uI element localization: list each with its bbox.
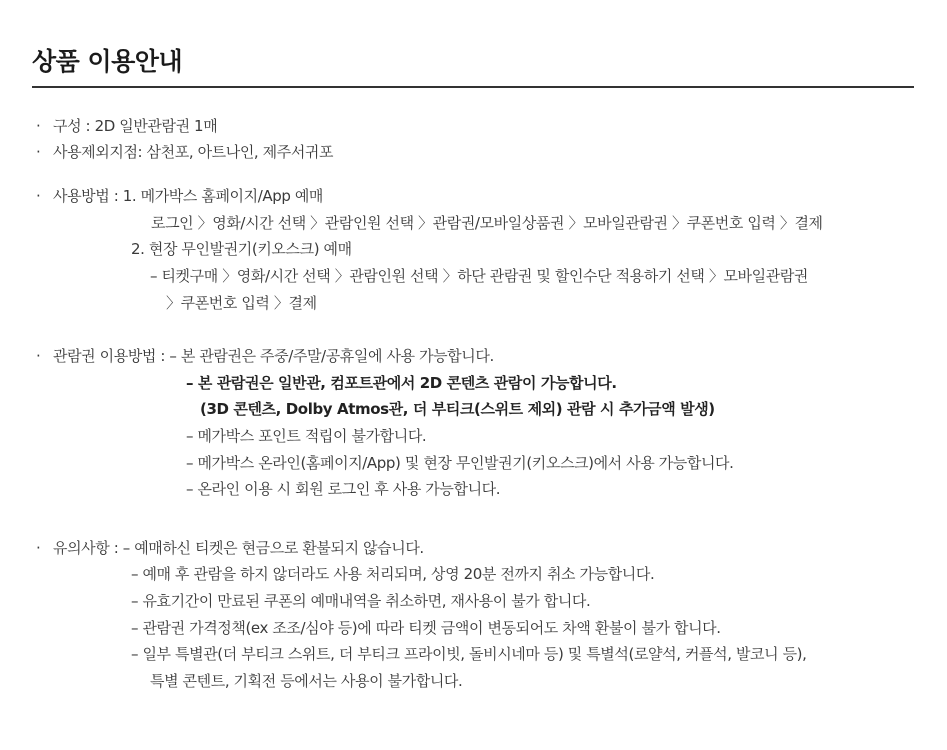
usage-line-2: 로그인 〉영화/시간 선택 〉관람인원 선택 〉관람권/모바일상품권 〉모바일관람권 〉쿠폰번호 입력 〉결제 [151, 214, 823, 232]
ticket-usage-line-4: – 메가박스 포인트 적립이 불가합니다. [186, 427, 427, 445]
bullet-composition: · [36, 117, 41, 135]
bullet-excluded: · [36, 143, 41, 161]
bullet-usage: · [36, 187, 41, 205]
notes-line-3: – 유효기간이 만료된 쿠폰의 예매내역을 취소하면, 재사용이 불가 합니다. [131, 592, 591, 610]
notes-line-1: 유의사항 : – 예매하신 티켓은 현금으로 환불되지 않습니다. [53, 539, 424, 557]
notes-line-4: – 관람권 가격정책(ex 조조/심야 등)에 따라 티켓 금액이 변동되어도 차액 환불이 불가 합니다. [131, 619, 721, 637]
usage-line-4: – 티켓구매 〉영화/시간 선택 〉관람인원 선택 〉하단 관람권 및 할인수단 적용하기 선택 〉모바일관람권 [150, 267, 808, 285]
usage-line-5: 〉쿠폰번호 입력 〉결제 [166, 294, 317, 312]
ticket-usage-line-2: – 본 관람권은 일반관, 컴포트관에서 2D 콘텐츠 관람이 가능합니다. [186, 374, 617, 392]
ticket-usage-line-6: – 온라인 이용 시 회원 로그인 후 사용 가능합니다. [186, 480, 501, 498]
title-divider [32, 86, 914, 88]
excluded-branches-text: 사용제외지점: 삼천포, 아트나인, 제주서귀포 [53, 143, 334, 161]
ticket-usage-line-3: (3D 콘텐츠, Dolby Atmos관, 더 부티크(스위트 제외) 관람 시 추가금액 발생) [200, 400, 715, 418]
notes-line-6: 특별 콘텐트, 기획전 등에서는 사용이 불가합니다. [150, 672, 463, 690]
bullet-ticket-usage: · [36, 347, 41, 365]
ticket-usage-line-5: – 메가박스 온라인(홈페이지/App) 및 현장 무인발권기(키오스크)에서 사용 가능합니다. [186, 454, 734, 472]
usage-line-3: 2. 현장 무인발권기(키오스크) 예매 [131, 240, 352, 258]
ticket-usage-line-1: 관람권 이용방법 : – 본 관람권은 주중/주말/공휴일에 사용 가능합니다. [53, 347, 494, 365]
composition-text: 구성 : 2D 일반관람권 1매 [53, 117, 218, 135]
bullet-notes: · [36, 539, 41, 557]
page-title: 상품 이용안내 [32, 47, 183, 76]
notes-line-2: – 예매 후 관람을 하지 않더라도 사용 처리되며, 상영 20분 전까지 취소 가능합니다. [131, 565, 655, 583]
notes-line-5: – 일부 특별관(더 부티크 스위트, 더 부티크 프라이빗, 돌비시네마 등) 및 특별석(로얄석, 커플석, 발코니 등), [131, 645, 807, 663]
usage-line-1: 사용방법 : 1. 메가박스 홈페이지/App 예매 [53, 187, 324, 205]
